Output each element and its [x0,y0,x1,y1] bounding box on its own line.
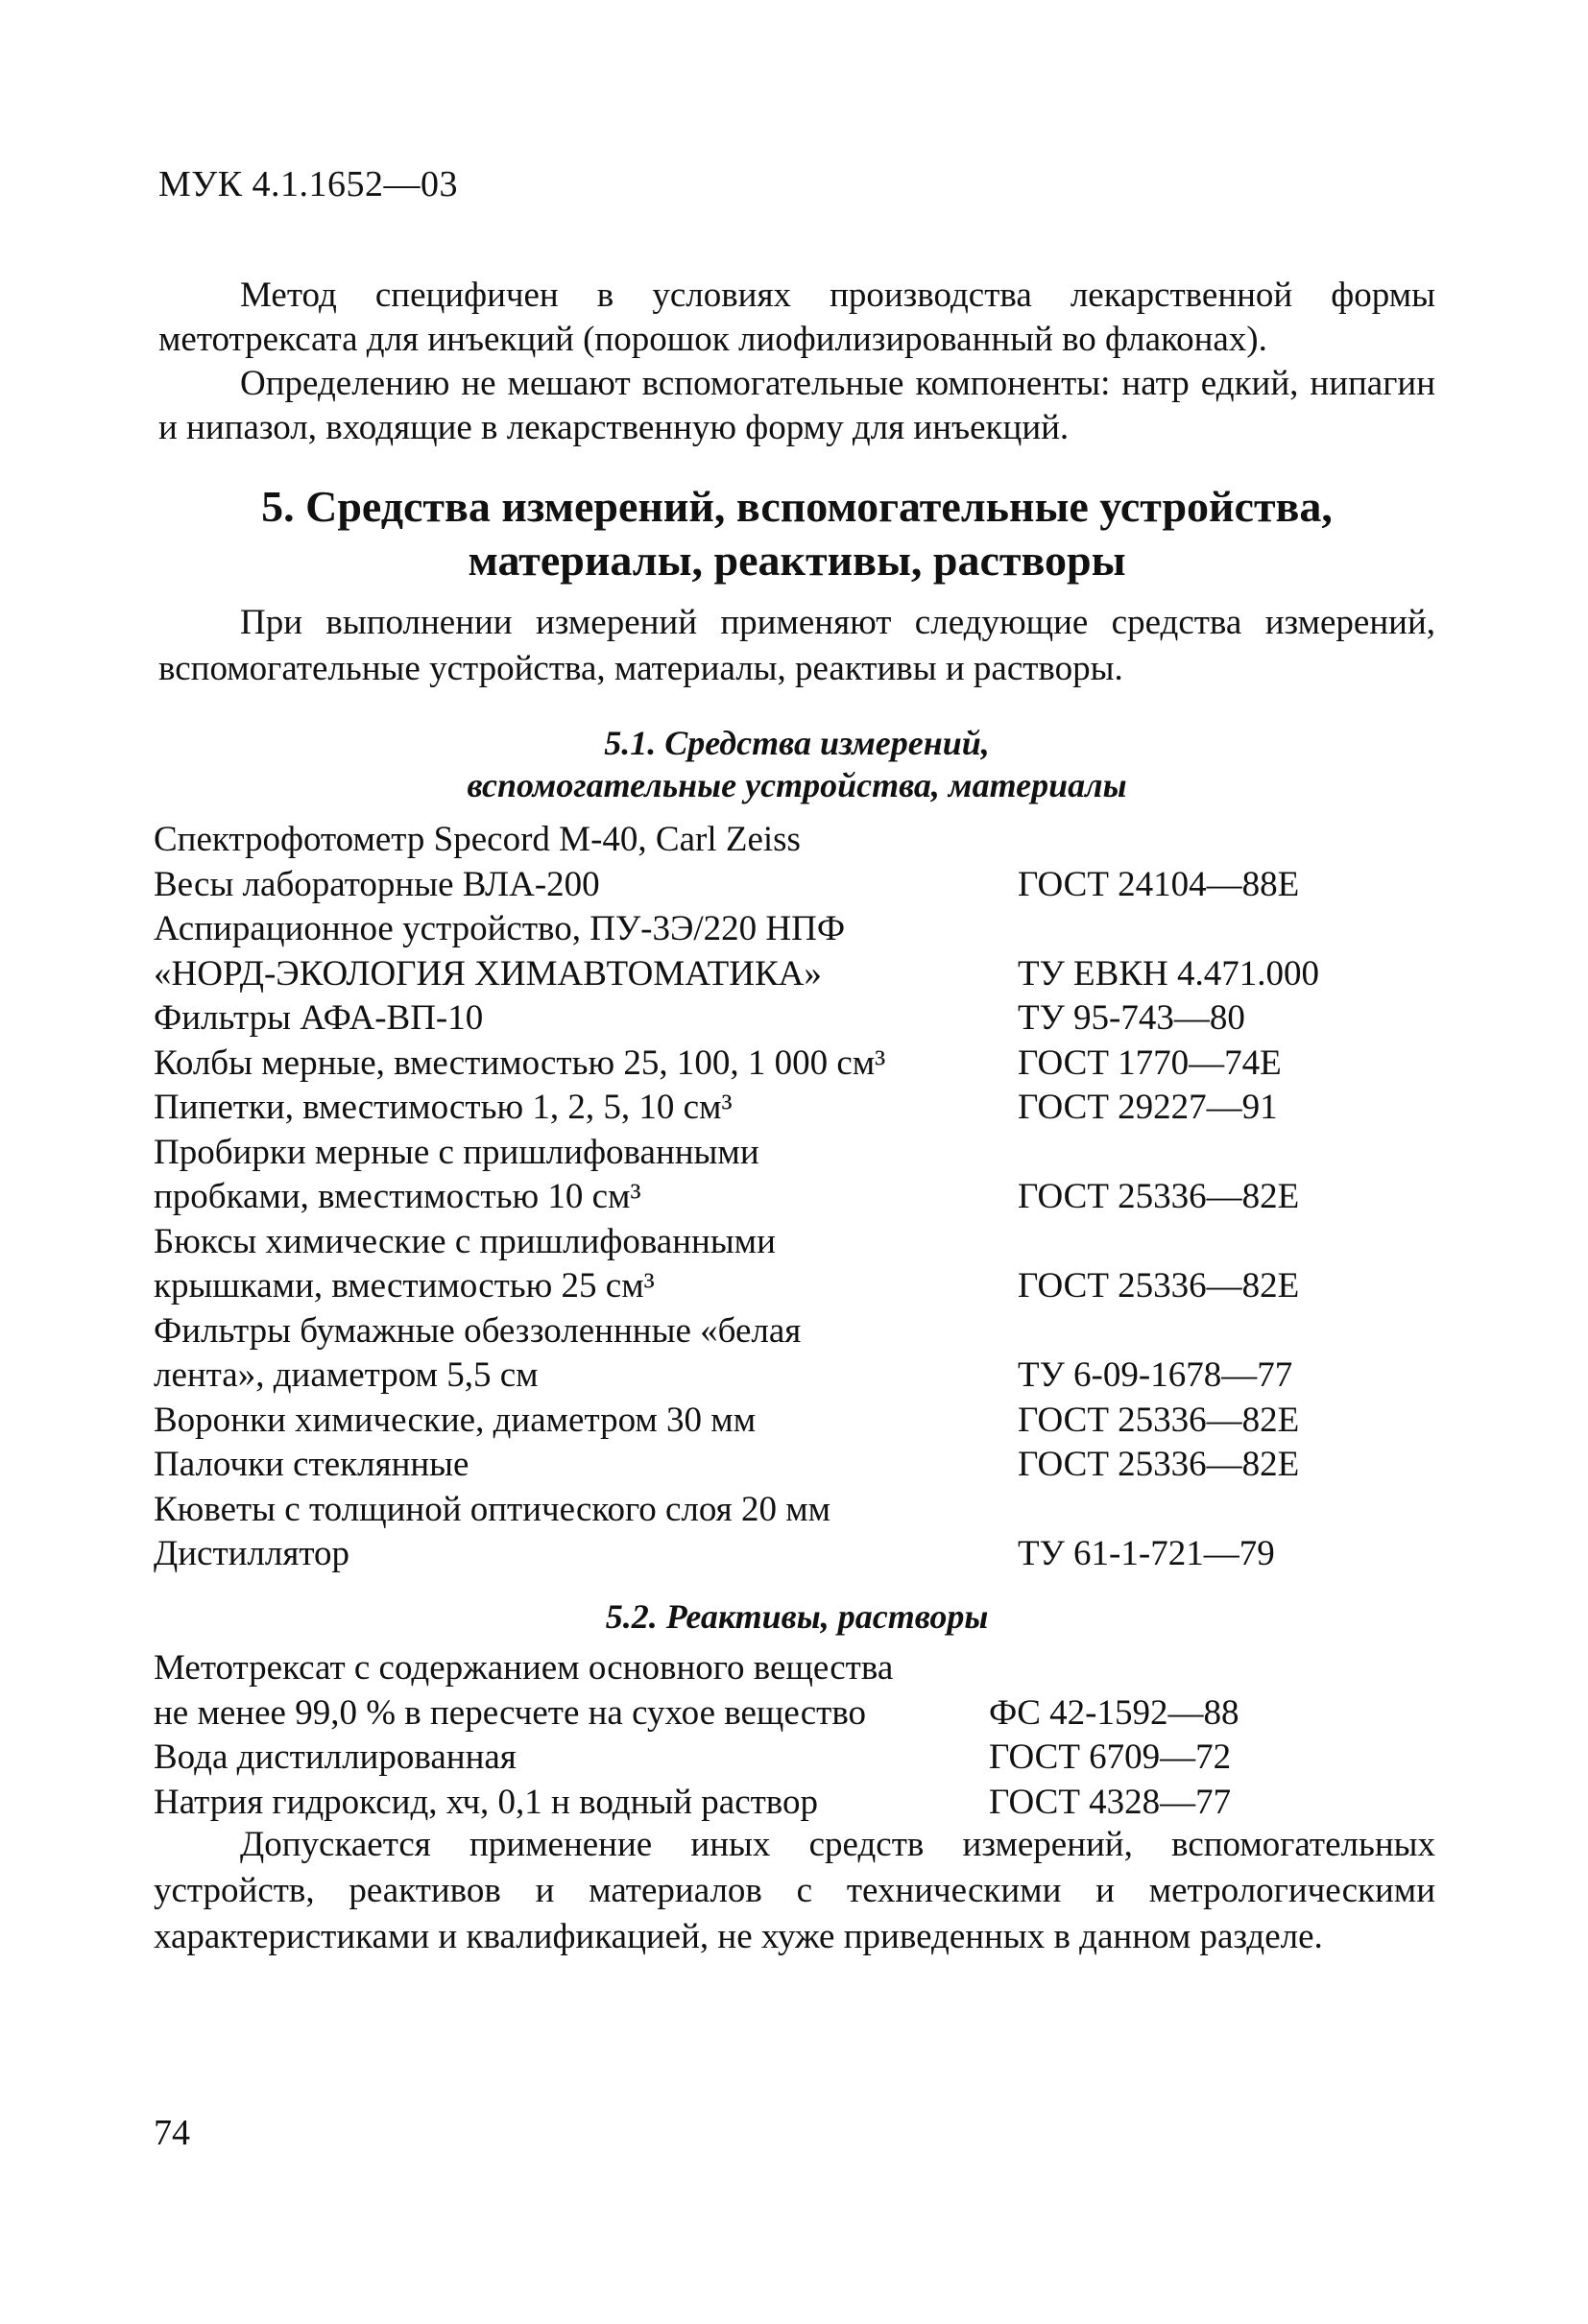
item-name [154,1646,989,1736]
item-name [154,1086,1018,1131]
item-name-line: Вода дистиллированная [154,1737,517,1777]
item-standard: ГОСТ 4328—77 [989,1782,1232,1822]
item-name-line: Колбы мерные, вместимостью 25, 100, 1 000 см³ [154,1042,886,1083]
item-name [154,1781,989,1826]
item-standard: ТУ 6-09-1678—77 [1018,1355,1293,1395]
reagents-list [154,1646,1440,1825]
list-item [154,1309,1440,1399]
item-name-line: Пробирки мерные с пришлифованными [154,1132,759,1172]
item-name-line: Палочки стеклянные [154,1445,469,1484]
item-standard: ФС 42-1592—88 [989,1692,1239,1733]
list-item [154,1131,1440,1220]
section-heading-line: материалы, реактивы, растворы [468,536,1126,585]
list-item [154,996,1440,1042]
section-heading-line: 5. Средства измерений, вспомогательные устройства, [261,482,1333,531]
item-standard: ГОСТ 25336—82Е [1018,1177,1300,1216]
subsection-heading-line: 5.1. Средства измерений, [604,724,990,762]
item-name-line: крышками, вместимостью 25 см³ [154,1266,655,1306]
item-name-line: Натрия гидроксид, хч, 0,1 н водный раствор [154,1782,819,1822]
item-name [154,996,1018,1042]
item-standard: ГОСТ 29227—91 [1018,1088,1278,1127]
item-standard: ГОСТ 25336—82Е [1018,1400,1300,1440]
item-name-line: Метотрексат с содержанием основного вещества [154,1648,894,1688]
item-standard: ГОСТ 6709—72 [989,1737,1232,1777]
item-standard: ТУ 95-743—80 [1018,998,1245,1038]
item-name-line: Кюветы с толщиной оптического слоя 20 мм [154,1489,831,1529]
item-name [154,1443,1018,1488]
item-name-line: Фильтры АФА-ВП-10 [154,998,484,1038]
item-standard: ГОСТ 25336—82Е [1018,1266,1300,1306]
list-item [154,818,1440,863]
item-name-line: Пипетки, вместимостью 1, 2, 5, 10 см³ [154,1088,733,1127]
list-item [154,1443,1440,1488]
subsection-heading-measuring-instruments [158,722,1435,806]
item-standard: ГОСТ 25336—82Е [1018,1445,1300,1484]
item-name [154,1131,1018,1220]
item-name [154,1309,1018,1399]
item-name [154,1399,1018,1444]
subsection-heading-line: вспомогательные устройства, материалы [467,766,1127,804]
item-name-line: Бюксы химические с пришлифованными [154,1221,776,1261]
list-item [154,1646,1440,1736]
item-name [154,863,1018,908]
item-name-line: «НОРД-ЭКОЛОГИЯ ХИМАВТОМАТИКА» [154,953,822,994]
list-item [154,1042,1440,1087]
page-number: 74 [154,2113,190,2153]
list-item [154,1532,1440,1577]
item-name [154,1736,989,1781]
intro-paragraph: Определению не мешают вспомогательные компоненты: натр едкий, нипагин и нипазол, входящие в лекарственную форму для инъекций. [158,364,1435,447]
list-item [154,1086,1440,1131]
item-standard: ГОСТ 24104—88Е [1018,864,1300,904]
list-item [154,1781,1440,1826]
item-name [154,1220,1018,1309]
instruments-list [154,818,1440,1577]
section-heading [158,480,1435,587]
item-name-line: пробками, вместимостью 10 см³ [154,1177,641,1216]
intro-paragraph: Метод специфичен в условиях производства лекарственной формы метотрексата для инъекций (порошок лиофилизированный во флаконах). [158,276,1435,359]
item-name [154,818,1018,863]
item-standard: ТУ ЕВКН 4.471.000 [1018,953,1319,994]
item-name [154,1488,1018,1533]
closing-paragraph: Допускается применение иных средств измерений, вспомогательных устройств, реактивов и материалов с техническими и метрологическими характеристиками и квалификацией, не хуже приведенных в данном разделе. [154,1825,1435,1956]
item-name-line: Воронки химические, диаметром 30 мм [154,1400,757,1440]
item-name-line: Дистиллятор [154,1534,350,1573]
list-item [154,1220,1440,1309]
section-intro: При выполнении измерений применяют следующие средства измерений, вспомогательные устройства, материалы, реактивы и растворы. [158,603,1435,688]
list-item [154,1488,1440,1533]
item-name-line: не менее 99,0 % в пересчете на сухое вещество [154,1692,867,1733]
item-standard: ГОСТ 1770—74Е [1018,1042,1282,1083]
item-name [154,907,1018,996]
item-name-line: Спектрофотометр Specord M-40, Carl Zeiss [154,820,801,859]
intro-text [158,274,1435,450]
list-item [154,1399,1440,1444]
list-item [154,863,1440,908]
item-name-line: Фильтры бумажные обеззоленнные «белая [154,1310,802,1351]
subsection-heading-reagents: 5.2. Реактивы, растворы [605,1597,989,1636]
document-code: МУК 4.1.1652—03 [158,164,459,204]
item-name [154,1042,1018,1087]
list-item [154,1736,1440,1781]
item-name-line: Весы лабораторные ВЛА-200 [154,864,600,904]
item-name [154,1532,1018,1577]
list-item [154,907,1440,996]
item-standard: ТУ 61-1-721—79 [1018,1534,1275,1573]
item-name-line: Аспирационное устройство, ПУ-3Э/220 НПФ [154,909,846,948]
item-name-line: лента», диаметром 5,5 см [154,1355,539,1395]
